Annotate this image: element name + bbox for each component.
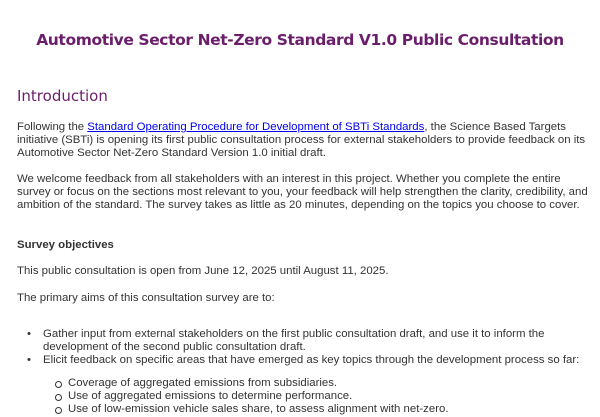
consultation-dates: This public consultation is open from June 12, 2025 until August 11, 2025.	[17, 265, 389, 277]
circle-bullet-icon	[55, 407, 62, 414]
aim-text: Elicit feedback on specific areas that have emerged as key topics through the development process so far:	[43, 354, 580, 366]
topic-text: Coverage of aggregated emissions from subsidiaries.	[68, 377, 338, 389]
bullet-icon: •	[27, 354, 31, 366]
introduction-heading: Introduction	[17, 87, 108, 105]
feedback-paragraph: We welcome feedback from all stakeholders with an interest in this project. Whether you complete the entire survey or focus on the sections most relevant to you, your feedback will help strengthen the clarity, credibility, and ambition of the standard. The survey takes as little as 20 minutes, depending on the topics you choose to cover.	[17, 173, 588, 211]
list-item	[17, 328, 589, 354]
list-item	[17, 377, 589, 390]
key-topics-list	[17, 377, 589, 416]
topic-text: Use of low-emission vehicle sales share, to assess alignment with net-zero.	[68, 403, 449, 415]
aims-intro: The primary aims of this consultation survey are to:	[17, 292, 275, 304]
intro-paragraph	[17, 121, 589, 160]
list-item	[17, 403, 589, 416]
list-item	[17, 354, 589, 367]
topic-text: Use of aggregated emissions to determine performance.	[68, 390, 353, 402]
aims-list	[17, 328, 589, 367]
bullet-icon: •	[27, 328, 31, 340]
aim-text: Gather input from external stakeholders on the first public consultation draft, and use it to inform the development of the second public consultation draft.	[43, 328, 545, 353]
page-title: Automotive Sector Net-Zero Standard V1.0 Public Consultation	[36, 31, 564, 49]
intro-text-after-link: , the Science Based Targets initiative (SBTi) is opening its first public consultation process for external stakeholders to provide feedback on its Automotive Sector Net-Zero Standard Version 1.0 initial draft.	[17, 121, 586, 159]
survey-objectives-heading: Survey objectives	[17, 239, 114, 251]
intro-text-before-link: Following the	[17, 121, 88, 133]
circle-bullet-icon	[55, 394, 62, 401]
sop-link[interactable]: Standard Operating Procedure for Development of SBTi Standards	[87, 121, 425, 133]
circle-bullet-icon	[55, 381, 62, 388]
list-item	[17, 390, 589, 403]
